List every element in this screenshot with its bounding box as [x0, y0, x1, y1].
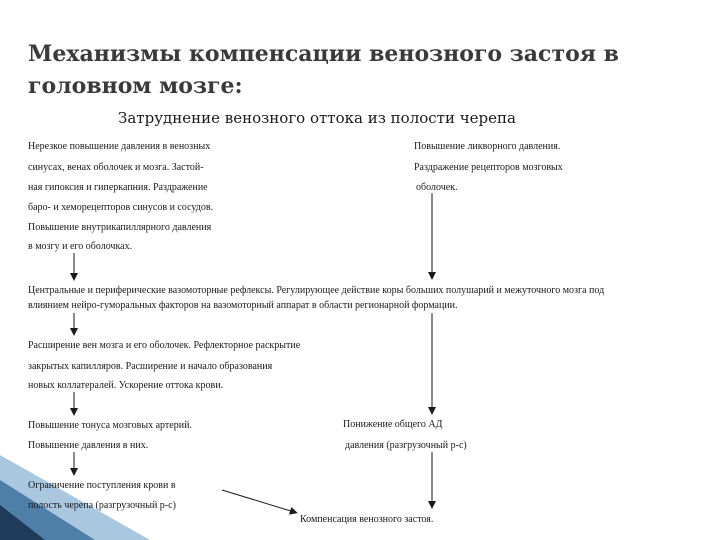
slide-subtitle: Затруднение венозного оттока из полости черепа	[118, 109, 516, 127]
left-block3-line: Повышение тонуса мозговых артерий.	[28, 420, 192, 431]
left-block2-line: Расширение вен мозга и его оболочек. Рефлекторное раскрытие	[28, 340, 301, 351]
left-block1-line: синусах, венах оболочек и мозга. Застой-	[28, 162, 204, 173]
right-block1-line: Раздражение рецепторов мозговых	[414, 162, 563, 173]
left-block1-line: в мозгу и его оболочках.	[28, 241, 133, 252]
right-block3-line: давления (разгрузочный р-с)	[345, 440, 467, 451]
left-block2-line: новых коллатералей. Ускорение оттока крови.	[28, 380, 224, 391]
right-block3-line: Понижение общего АД	[343, 419, 443, 430]
left-block1-line: баро- и хеморецепторов синусов и сосудов.	[28, 202, 214, 213]
left-block1-line: Повышение внутрикапиллярного давления	[28, 222, 212, 233]
final-result: Компенсация венозного застоя.	[300, 514, 434, 525]
slide-title: Механизмы компенсации венозного застоя в головном мозге:	[28, 41, 619, 99]
left-block1-line: ная гипоксия и гиперкапния. Раздражение	[28, 182, 208, 193]
left-block4-line: полость черепа (разгрузочный р-с)	[28, 500, 176, 511]
center-block-line: Центральные и периферические вазомоторные рефлексы. Регулирующее действие коры больших полушарий и межуточного мозга под	[28, 285, 605, 296]
center-block-line: влиянием нейро-гуморальных факторов на вазомоторный аппарат в области регионарной формации.	[28, 300, 458, 311]
right-block1-line: оболочек.	[416, 182, 458, 193]
left-block1-line: Нерезкое повышение давления в венозных	[28, 141, 211, 152]
left-block2-line: закрытых капилляров. Расширение и начало образования	[28, 361, 273, 372]
right-block1-line: Повышение ликворного давления.	[414, 141, 561, 152]
arrow-diagonal-final	[222, 490, 294, 512]
left-block4-line: Ограничение поступления крови в	[28, 480, 176, 491]
left-block3-line: Повышение давления в них.	[28, 440, 149, 451]
